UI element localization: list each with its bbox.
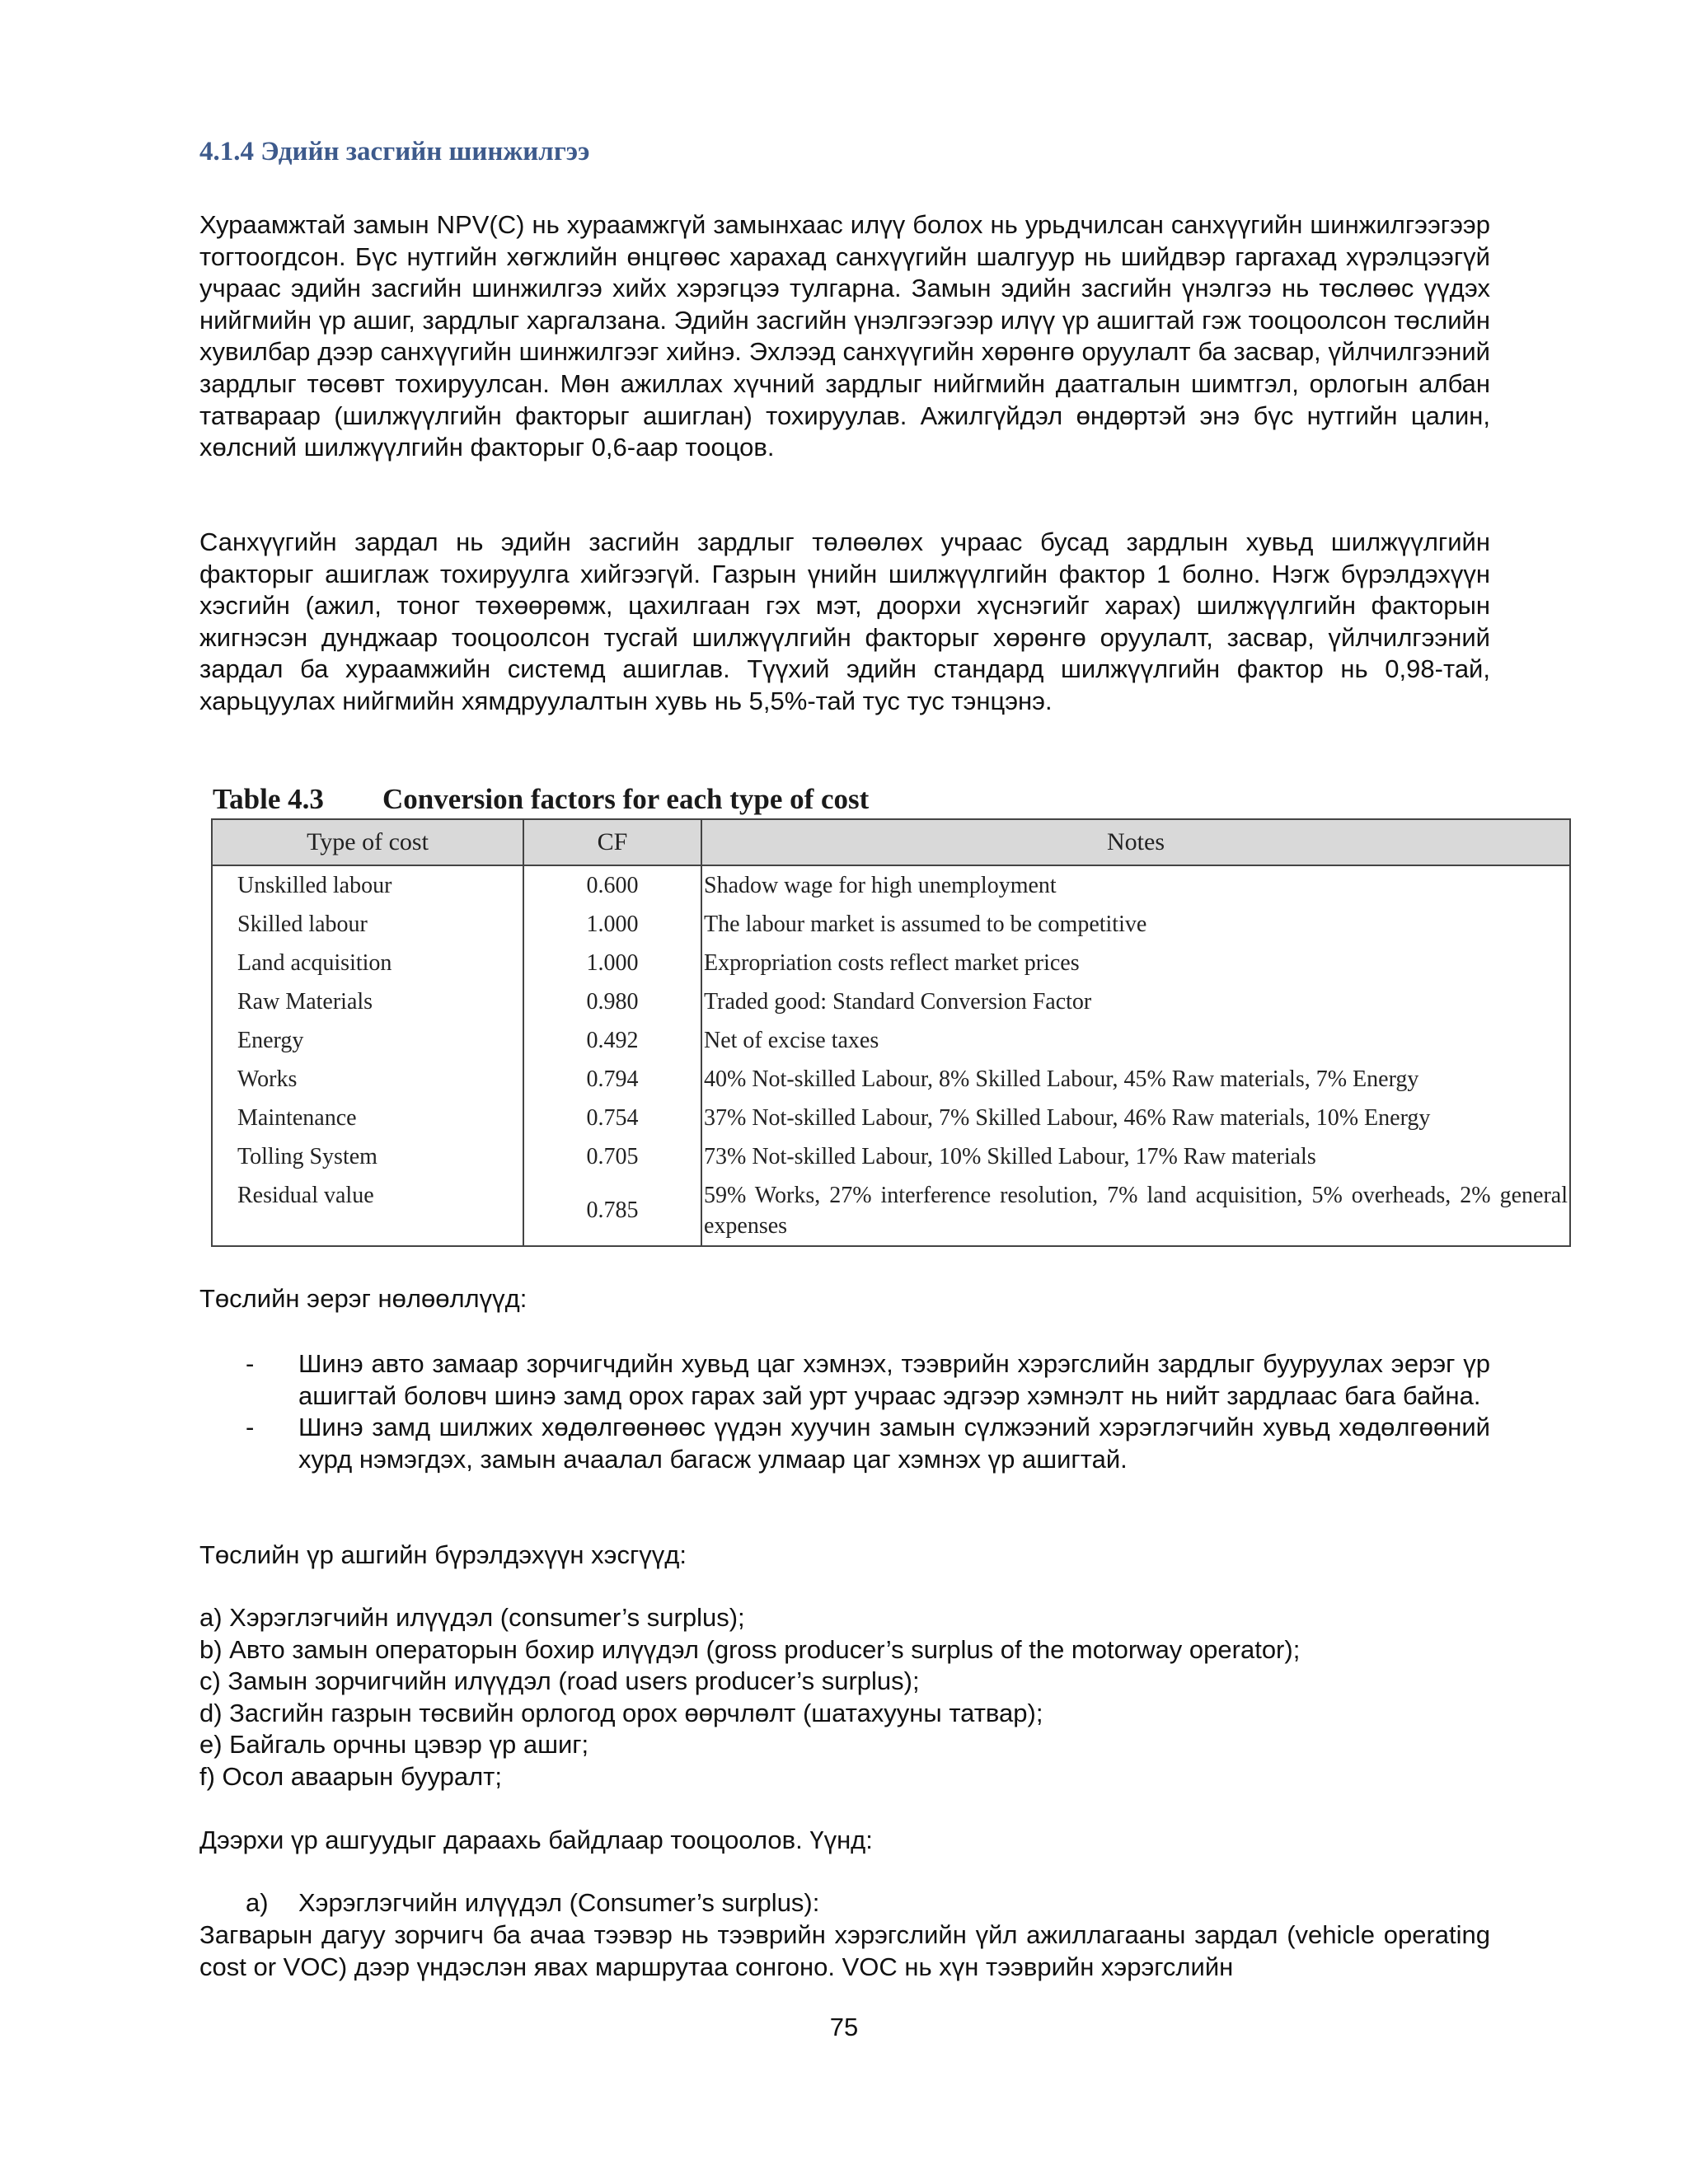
paragraph-npv: Хураамжтай замын NPV(C) нь хураамжгүй замынхаас илүү болох нь урьдчилсан санхүүгийн шинжилгээгээр тогтоогдсон. Бүс нутгийн хөгжлийн өнцгөөс харахад санхүүгийн шалгуур нь шийдвэр гаргахад хүрэлцээгүй учраас эдийн засгийн шинжилгээ хийх хэрэгцээ тулгарна. Замын эдийн засгийн үнэлгээ нь төслөөс үүдэх нийгмийн үр ашиг, зардлыг харгалзана. Эдийн засгийн үнэлгээгээр илүү үр ашигтай гэж тооцоолсон төслийн хувилбар дээр санхүүгийн шинжилгээг хийнэ. Эхлээд санхүүгийн хөрөнгө оруулалт ба засвар, үйлчилгээний зардлыг төсөвт тохируулсан. Мөн ажиллах хүчний зардлыг нийгмийн даатгалын шимтгэл, орлогын албан татвараар (шилжүүлгийн факторыг ашиглан) тохируулав. Ажилгүйдэл өндөртэй энэ бүс нутгийн цалин, хөлсний шилжүүлгийн факторыг 0,6-аар тооцов. — [199, 210, 1490, 462]
table-row — [212, 865, 1570, 905]
cell-notes: 37% Not-skilled Labour, 7% Skilled Labour, 46% Raw materials, 10% Energy — [701, 1099, 1570, 1137]
table-row — [212, 1137, 1570, 1176]
components-title: Төслийн үр ашгийн бүрэлдэхүүн хэсгүүд: — [199, 1540, 687, 1569]
table-caption-title: Conversion factors for each type of cost — [382, 783, 870, 815]
list-item: e) Байгаль орчны цэвэр үр ашиг; — [199, 1730, 589, 1760]
table-caption — [213, 783, 869, 816]
cell-type: Raw Materials — [237, 988, 373, 1015]
list-item: d) Засгийн газрын төсвийн орлогод орох өөрчлөлт (шатахууны татвар); — [199, 1698, 1043, 1727]
consumer-surplus-heading — [246, 1888, 819, 1918]
page-number: 75 — [829, 2013, 859, 2041]
cell-type: Unskilled labour — [237, 872, 392, 898]
header-notes: Notes — [701, 819, 1570, 865]
cell-cf: 0.980 — [523, 982, 701, 1021]
cell-type: Residual value — [237, 1183, 374, 1208]
cell-cf: 0.794 — [523, 1060, 701, 1099]
list-item-text: Шинэ замд шилжих хөдөлгөөнөөс үүдэн хуучин замын сүлжээний хэрэглэгчийн хувьд хөдөлгөөний хурд нэмэгдэх, замын ачаалал багасж улмаар цаг хэмнэх үр ашигтай. — [298, 1413, 1490, 1474]
paragraph-financial-costs: Санхүүгийн зардал нь эдийн засгийн зардлыг төлөөлөх учраас бусад зардлын хувьд шилжүүлгийн факторыг ашиглаж тохируулга хийгээгүй. Газрын үнийн шилжүүлгийн фактор 1 болно. Нэгж бүрэлдэхүүн хэсгийн (ажил, тоног төхөөрөмж, цахилгаан гэх мэт, доорхи хүснэгийг харах) шилжүүлгийн факторын жигнэсэн дунджаар тооцоолсон тусгай шилжүүлгийн факторыг хөрөнгө оруулалт, засвар, үйлчилгээний зардал ба хураамжийн системд ашиглав. Түүхий эдийн стандард шилжүүлгийн фактор нь 0,98-тай, харьцуулах нийгмийн хямдруулалтын хувь нь 5,5%-тай тус тус тэнцэнэ. — [199, 527, 1490, 715]
cell-notes: Shadow wage for high unemployment — [701, 865, 1570, 905]
conversion-factors-table — [211, 818, 1571, 1247]
table-row — [212, 982, 1570, 1021]
table-header-row — [212, 819, 1570, 865]
list-item: b) Авто замын операторын бохир илүүдэл (gross producer’s surplus of the motorway operator); — [199, 1634, 1301, 1664]
list-item: f) Осол аваарын бууралт; — [199, 1761, 502, 1791]
table-row — [212, 944, 1570, 982]
cell-notes: 40% Not-skilled Labour, 8% Skilled Labour, 45% Raw materials, 7% Energy — [701, 1060, 1570, 1099]
header-type-of-cost: Type of cost — [212, 819, 523, 865]
cell-type: Energy — [237, 1027, 304, 1053]
cell-type: Land acquisition — [237, 949, 392, 976]
paragraph-voc: Загварын дагуу зорчигч ба ачаа тээвэр нь тээврийн хэрэгслийн үйл ажиллагааны зардал (vehicle operating cost or VOC) дээр үндэслэн явах маршрутаа сонгоно. VOC нь хүн тээврийн хэрэгслийн — [199, 1920, 1490, 1981]
table-row — [212, 905, 1570, 944]
cell-type: Skilled labour — [237, 911, 368, 937]
list-item: a) Хэрэглэгчийн илүүдэл (consumer’s surplus); — [199, 1603, 745, 1632]
dash-bullet: - — [246, 1413, 255, 1442]
list-item — [246, 1348, 1490, 1412]
section-heading: 4.1.4 Эдийн засгийн шинжилгээ — [199, 137, 590, 166]
header-cf: CF — [523, 819, 701, 865]
cell-notes: Net of excise taxes — [701, 1021, 1570, 1060]
cell-cf: 0.600 — [523, 865, 701, 905]
cell-notes: 73% Not-skilled Labour, 10% Skilled Labour, 17% Raw materials — [701, 1137, 1570, 1176]
cell-cf: 0.754 — [523, 1099, 701, 1137]
cell-type: Tolling System — [237, 1143, 377, 1169]
positive-effects-title: Төслийн эерэг нөлөөллүүд: — [199, 1284, 528, 1313]
cell-notes: 59% Works, 27% interference resolution, 7% land acquisition, 5% overheads, 2% general expenses — [701, 1176, 1570, 1246]
table-row — [212, 1021, 1570, 1060]
table-row — [212, 1060, 1570, 1099]
cell-notes: Expropriation costs reflect market prices — [701, 944, 1570, 982]
table-caption-number: Table 4.3 — [213, 783, 324, 815]
cell-notes: Traded good: Standard Conversion Factor — [701, 982, 1570, 1021]
consumer-surplus-label: a) — [246, 1888, 269, 1917]
cell-cf: 0.785 — [523, 1176, 701, 1246]
consumer-surplus-text: Хэрэглэгчийн илүүдэл (Consumer’s surplus): — [298, 1888, 820, 1917]
cell-cf: 1.000 — [523, 944, 701, 982]
cell-notes: The labour market is assumed to be competitive — [701, 905, 1570, 944]
cell-type: Works — [237, 1066, 298, 1092]
cell-cf: 0.705 — [523, 1137, 701, 1176]
list-item: c) Замын зорчигчийн илүүдэл (road users producer’s surplus); — [199, 1666, 920, 1696]
cell-type: Maintenance — [237, 1104, 357, 1131]
components-list — [199, 1602, 1300, 1793]
cell-cf: 0.492 — [523, 1021, 701, 1060]
calculation-intro: Дээрхи үр ашгуудыг дараахь байдлаар тооцоолов. Үүнд: — [199, 1825, 873, 1854]
table-row — [212, 1099, 1570, 1137]
positive-effects-list — [246, 1348, 1490, 1475]
list-item — [246, 1412, 1490, 1475]
table-row — [212, 1176, 1570, 1246]
dash-bullet: - — [246, 1349, 255, 1378]
list-item-text: Шинэ авто замаар зорчигчдийн хувьд цаг хэмнэх, тээврийн хэрэгслийн зардлыг бууруулах эерэг үр ашигтай боловч шинэ замд орох гарах зай урт учраас эдгээр хэмнэлт нь нийт зардлаас бага байна. — [298, 1349, 1490, 1410]
cell-cf: 1.000 — [523, 905, 701, 944]
